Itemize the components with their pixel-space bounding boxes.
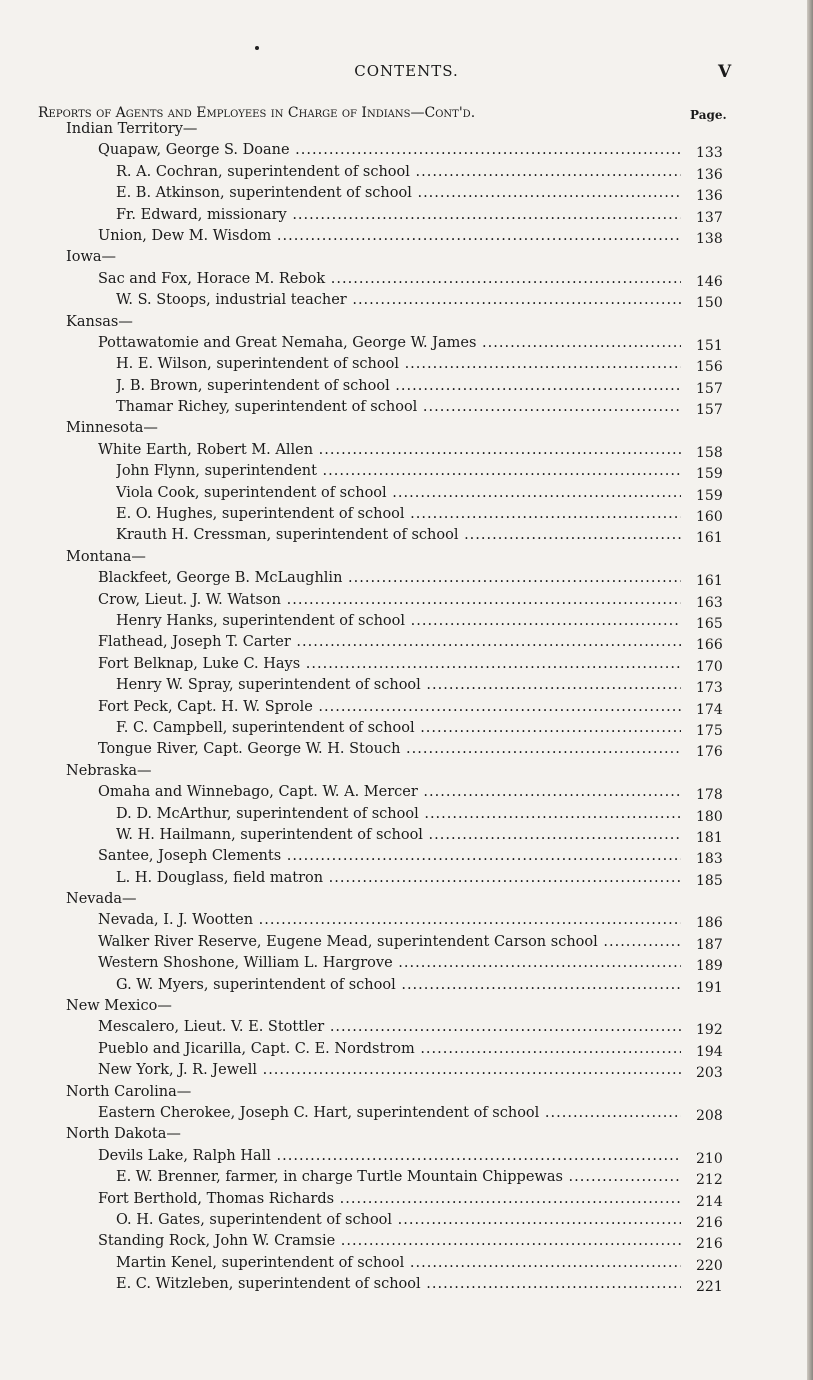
- section-title-text: Reports of Agents and Employees in Charge of Indians—Cont'd.: [38, 105, 476, 121]
- state-name: North Dakota—: [66, 1126, 181, 1143]
- entry-page-number: 183: [696, 851, 723, 868]
- entry-title: J. B. Brown, superintendent of school .....: [116, 378, 681, 394]
- entry-title: O. H. Gates, superintendent of school .....: [116, 1212, 681, 1228]
- entry-page-number: 203: [696, 1065, 723, 1082]
- entry-title: Union, Dew M. Wisdom .....: [98, 228, 681, 244]
- entry-title: E. O. Hughes, superintendent of school .....: [116, 506, 681, 522]
- state-name: Indian Territory—: [66, 121, 198, 137]
- toc-entry: [0, 870, 813, 891]
- entry-title: Tongue River, Capt. George W. H. Stouch .....: [98, 741, 681, 757]
- toc-entry: [0, 848, 813, 869]
- toc-state-heading: [0, 549, 813, 570]
- page-column-label: Page.: [690, 108, 727, 122]
- entry-page-number: 208: [696, 1107, 723, 1124]
- toc-entry: [0, 934, 813, 955]
- toc-state-heading: [0, 314, 813, 335]
- toc-entry: [0, 741, 813, 762]
- toc-entry: [0, 912, 813, 933]
- entry-page-number: 186: [696, 915, 723, 932]
- toc-entry: [0, 463, 813, 484]
- entry-page-number: 187: [696, 936, 723, 953]
- print-speck: [255, 46, 259, 50]
- toc-entry: [0, 485, 813, 506]
- toc-entry: [0, 1019, 813, 1040]
- toc-state-heading: [0, 1126, 813, 1147]
- toc-entry: [0, 228, 813, 249]
- entry-title: Flathead, Joseph T. Carter .....: [98, 634, 681, 650]
- entry-page-number: 133: [696, 145, 723, 162]
- entry-page-number: 191: [696, 979, 723, 996]
- entry-title: Thamar Richey, superintendent of school .....: [116, 399, 681, 415]
- entry-page-number: 161: [696, 573, 723, 590]
- toc-state-heading: [0, 121, 813, 142]
- toc-entry: [0, 784, 813, 805]
- entry-page-number: 192: [696, 1022, 723, 1039]
- entry-title: Pueblo and Jicarilla, Capt. C. E. Nordstrom .....: [98, 1041, 681, 1057]
- entry-page-number: 161: [696, 530, 723, 547]
- page-folio: V: [718, 62, 732, 82]
- entry-page-number: 221: [696, 1279, 723, 1296]
- entry-title: W. S. Stoops, industrial teacher .....: [116, 292, 681, 308]
- toc-entry: [0, 1212, 813, 1233]
- toc-entry: [0, 356, 813, 377]
- entry-title: Krauth H. Cressman, superintendent of school .....: [116, 527, 681, 543]
- toc-entry: [0, 271, 813, 292]
- entry-title: White Earth, Robert M. Allen .....: [98, 442, 681, 458]
- toc-entry: [0, 955, 813, 976]
- toc-entry: [0, 1105, 813, 1126]
- entry-page-number: 156: [696, 359, 723, 376]
- toc-entry: [0, 806, 813, 827]
- toc-entry: [0, 506, 813, 527]
- entry-page-number: 173: [696, 680, 723, 697]
- entry-title: D. D. McArthur, superintendent of school .....: [116, 806, 681, 822]
- entry-title: Eastern Cherokee, Joseph C. Hart, superintendent of school .....: [98, 1105, 681, 1121]
- entry-title: Henry Hanks, superintendent of school .....: [116, 613, 681, 629]
- entry-page-number: 194: [696, 1043, 723, 1060]
- toc-state-heading: [0, 763, 813, 784]
- entry-title: Quapaw, George S. Doane .....: [98, 142, 681, 158]
- entry-page-number: 174: [696, 701, 723, 718]
- entry-title: Walker River Reserve, Eugene Mead, superintendent Carson school .....: [98, 934, 681, 950]
- state-name: New Mexico—: [66, 998, 172, 1015]
- entry-title: Santee, Joseph Clements .....: [98, 848, 681, 864]
- entry-title: W. H. Hailmann, superintendent of school .....: [116, 827, 681, 843]
- entry-title: Omaha and Winnebago, Capt. W. A. Mercer .....: [98, 784, 681, 800]
- entry-page-number: 137: [696, 209, 723, 226]
- entry-page-number: 220: [696, 1257, 723, 1274]
- state-name: Montana—: [66, 548, 146, 565]
- toc-entry: [0, 677, 813, 698]
- entry-page-number: 157: [696, 380, 723, 397]
- entry-page-number: 212: [696, 1172, 723, 1189]
- toc-entry: [0, 592, 813, 613]
- entry-title: Fort Peck, Capt. H. W. Sprole .....: [98, 699, 681, 715]
- state-name: Minnesota—: [66, 420, 158, 437]
- entry-page-number: 165: [696, 615, 723, 632]
- entry-page-number: 185: [696, 872, 723, 889]
- toc-entry: [0, 1169, 813, 1190]
- entry-title: Western Shoshone, William L. Hargrove .....: [98, 955, 681, 971]
- entry-title: H. E. Wilson, superintendent of school .....: [116, 356, 681, 372]
- entry-title: Blackfeet, George B. McLaughlin .....: [98, 570, 681, 586]
- toc-entry: [0, 720, 813, 741]
- entry-page-number: 176: [696, 744, 723, 761]
- state-name: North Carolina—: [66, 1083, 192, 1100]
- entry-title: Fort Berthold, Thomas Richards .....: [98, 1191, 681, 1207]
- entry-title: Mescalero, Lieut. V. E. Stottler .....: [98, 1019, 681, 1035]
- toc-entry: [0, 527, 813, 548]
- entry-page-number: 210: [696, 1150, 723, 1167]
- entry-title: Viola Cook, superintendent of school .....: [116, 485, 681, 501]
- entry-title: G. W. Myers, superintendent of school .....: [116, 977, 681, 993]
- toc-entry: [0, 378, 813, 399]
- toc-entry: [0, 335, 813, 356]
- toc-entry: [0, 656, 813, 677]
- toc-entry: [0, 1041, 813, 1062]
- state-name: Nebraska—: [66, 762, 152, 779]
- toc-entry: [0, 827, 813, 848]
- toc-entry: [0, 699, 813, 720]
- entry-page-number: 189: [696, 958, 723, 975]
- entry-page-number: 214: [696, 1193, 723, 1210]
- entry-page-number: 136: [696, 188, 723, 205]
- entry-title: R. A. Cochran, superintendent of school .....: [116, 164, 681, 180]
- toc-entry: [0, 399, 813, 420]
- toc-entry: [0, 442, 813, 463]
- entry-title: Standing Rock, John W. Cramsie .....: [98, 1233, 681, 1249]
- toc-entry: [0, 613, 813, 634]
- entry-page-number: 178: [696, 787, 723, 804]
- entry-page-number: 157: [696, 402, 723, 419]
- entry-page-number: 138: [696, 230, 723, 247]
- toc-entry: [0, 185, 813, 206]
- entry-title: Sac and Fox, Horace M. Rebok .....: [98, 271, 681, 287]
- toc-entry: [0, 142, 813, 163]
- entry-page-number: 159: [696, 466, 723, 483]
- entry-page-number: 216: [696, 1214, 723, 1231]
- entry-title: John Flynn, superintendent .....: [116, 463, 681, 479]
- entry-title: Nevada, I. J. Wootten .....: [98, 912, 681, 928]
- entry-page-number: 159: [696, 487, 723, 504]
- entry-title: Henry W. Spray, superintendent of school .....: [116, 677, 681, 693]
- entry-title: Fort Belknap, Luke C. Hays .....: [98, 656, 681, 672]
- entry-title: Fr. Edward, missionary .....: [116, 207, 681, 223]
- entry-page-number: 146: [696, 273, 723, 290]
- toc-entry: [0, 1148, 813, 1169]
- entry-page-number: 180: [696, 808, 723, 825]
- entry-page-number: 175: [696, 722, 723, 739]
- toc-entry: [0, 164, 813, 185]
- toc-entry: [0, 1233, 813, 1254]
- toc-entry: [0, 977, 813, 998]
- toc-entry: [0, 1191, 813, 1212]
- toc-entry: [0, 1255, 813, 1276]
- entry-title: E. W. Brenner, farmer, in charge Turtle Mountain Chippewas .....: [116, 1169, 681, 1185]
- entry-page-number: 160: [696, 509, 723, 526]
- toc-entry: [0, 1062, 813, 1083]
- entry-page-number: 163: [696, 594, 723, 611]
- toc-state-heading: [0, 420, 813, 441]
- toc-entry: [0, 1276, 813, 1297]
- entry-page-number: 158: [696, 444, 723, 461]
- state-name: Kansas—: [66, 313, 133, 330]
- entry-page-number: 170: [696, 658, 723, 675]
- entry-page-number: 181: [696, 829, 723, 846]
- entry-page-number: 150: [696, 295, 723, 312]
- toc-state-heading: [0, 1084, 813, 1105]
- entry-title: Martin Kenel, superintendent of school .....: [116, 1255, 681, 1271]
- entry-title: E. B. Atkinson, superintendent of school .....: [116, 185, 681, 201]
- entry-page-number: 216: [696, 1236, 723, 1253]
- entry-title: F. C. Campbell, superintendent of school .....: [116, 720, 681, 736]
- state-name: Iowa—: [66, 249, 117, 266]
- running-title: CONTENTS.: [354, 62, 459, 80]
- entry-title: L. H. Douglass, field matron .....: [116, 870, 681, 886]
- toc-entry: [0, 292, 813, 313]
- toc-entry: [0, 634, 813, 655]
- entry-page-number: 151: [696, 337, 723, 354]
- section-title: [38, 105, 475, 121]
- toc-entry: [0, 207, 813, 228]
- entry-title: E. C. Witzleben, superintendent of school .....: [116, 1276, 681, 1292]
- state-name: Nevada—: [66, 891, 137, 908]
- entry-title: Pottawatomie and Great Nemaha, George W. James .....: [98, 335, 681, 351]
- entry-title: New York, J. R. Jewell .....: [98, 1062, 681, 1078]
- entry-page-number: 136: [696, 166, 723, 183]
- entry-page-number: 166: [696, 637, 723, 654]
- toc-state-heading: [0, 998, 813, 1019]
- toc-state-heading: [0, 891, 813, 912]
- toc-entry: [0, 570, 813, 591]
- entry-title: Devils Lake, Ralph Hall .....: [98, 1148, 681, 1164]
- toc-state-heading: [0, 249, 813, 270]
- entry-title: Crow, Lieut. J. W. Watson .....: [98, 592, 681, 608]
- table-of-contents: [0, 121, 813, 1297]
